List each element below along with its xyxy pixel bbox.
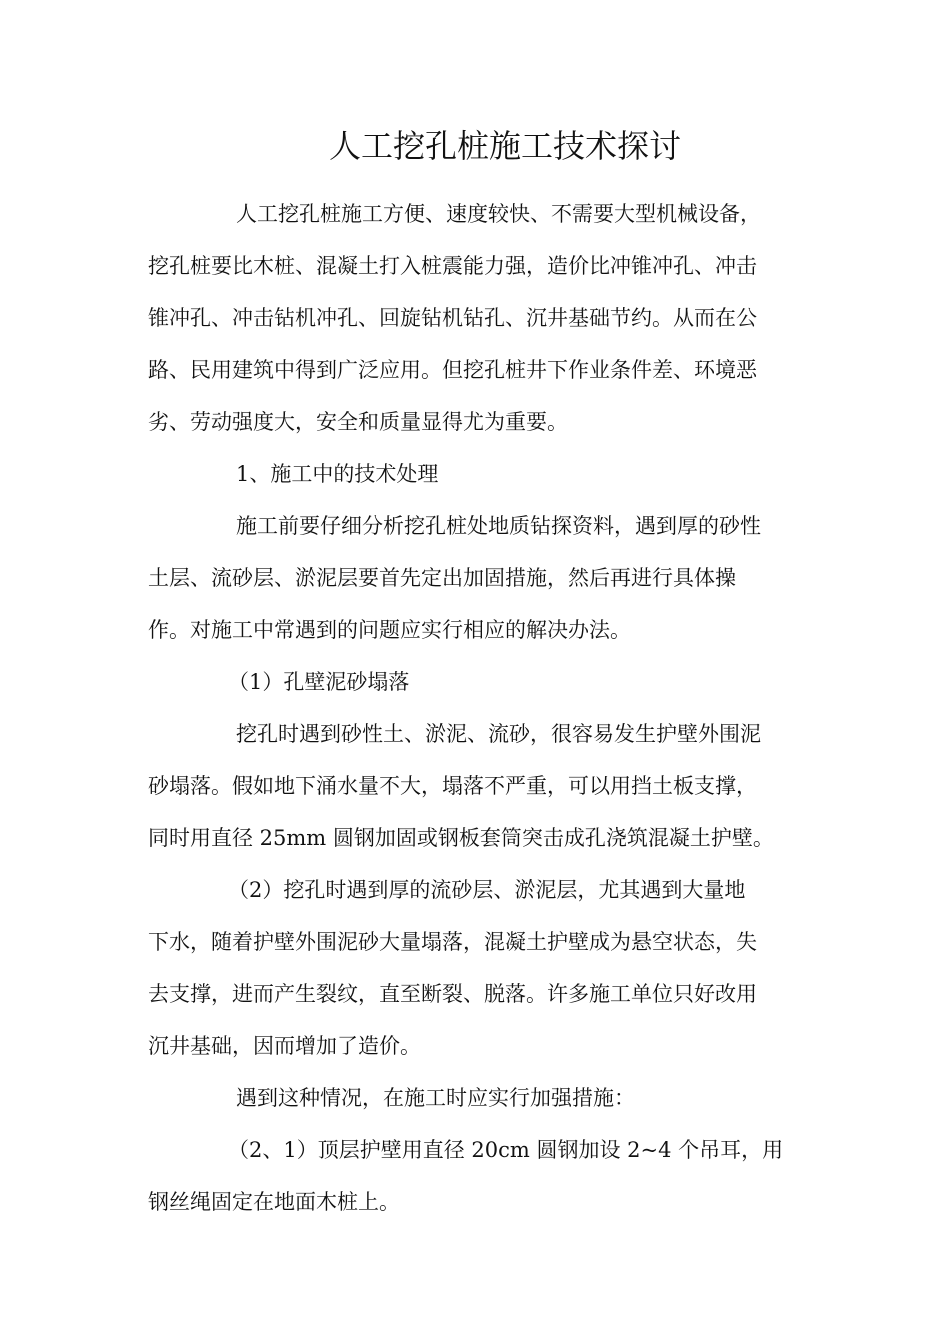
paragraph-line: 劣、劳动强度大，安全和质量显得尤为重要。 [148,410,568,434]
paragraph-line: 挖孔桩要比木桩、混凝土打入桩震能力强，造价比冲锥冲孔、冲击 [148,254,757,278]
paragraph-line: 砂塌落。假如地下涌水量不大，塌落不严重，可以用挡土板支撑， [148,774,757,798]
paragraph-line: 下水，随着护壁外围泥砂大量塌落，混凝土护壁成为悬空状态，失 [148,930,757,954]
paragraph-line: 挖孔时遇到砂性土、淤泥、流砂，很容易发生护壁外围泥 [236,722,761,746]
section-heading: 1、施工中的技术处理 [236,462,439,486]
document-body [148,188,798,1228]
page-title: 人工挖孔桩施工技术探讨 [328,127,681,165]
paragraph-line: 施工前要仔细分析挖孔桩处地质钻探资料，遇到厚的砂性 [236,514,761,538]
paragraph-line: 同时用直径 25mm 圆钢加固或钢板套筒突击成孔浇筑混凝土护壁。 [148,826,774,850]
paragraph-line: 土层、流砂层、淤泥层要首先定出加固措施，然后再进行具体操 [148,566,736,590]
paragraph-line: 沉井基础，因而增加了造价。 [148,1034,421,1058]
paragraph-line: （2）挖孔时遇到厚的流砂层、淤泥层，尤其遇到大量地 [228,878,746,902]
paragraph-line: 去支撑，进而产生裂纹，直至断裂、脱落。许多施工单位只好改用 [148,982,757,1006]
paragraph-line: 钢丝绳固定在地面木桩上。 [148,1190,400,1214]
paragraph-line: 人工挖孔桩施工方便、速度较快、不需要大型机械设备， [236,202,761,226]
paragraph-line: 遇到这种情况，在施工时应实行加强措施： [236,1086,635,1110]
paragraph-line: 路、民用建筑中得到广泛应用。但挖孔桩井下作业条件差、环境恶 [148,358,757,382]
paragraph-line: 作。对施工中常遇到的问题应实行相应的解决办法。 [148,618,631,642]
subsection-heading: （1）孔壁泥砂塌落 [228,670,410,694]
paragraph-line: （2、1）顶层护壁用直径 20cm 圆钢加设 2~4 个吊耳，用 [228,1138,784,1162]
paragraph-line: 锥冲孔、冲击钻机冲孔、回旋钻机钻孔、沉井基础节约。从而在公 [148,306,757,330]
